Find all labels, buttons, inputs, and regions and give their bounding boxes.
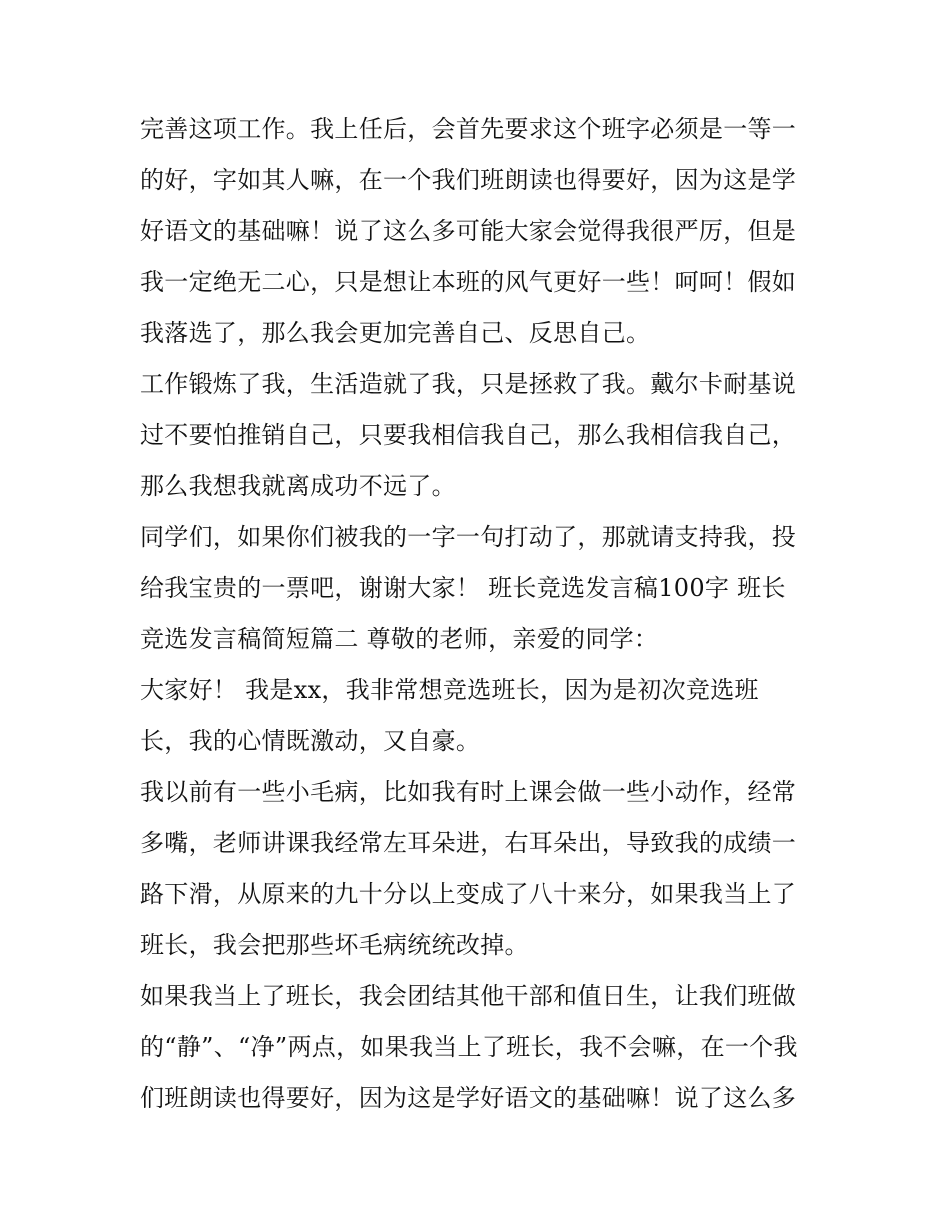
text-line: 们班朗读也得要好，因为这是学好语文的基础嘛！说了这么多 bbox=[140, 1084, 797, 1112]
text-line: 我一定绝无二心，只是想让本班的风气更好一些！呵呵！假如 bbox=[140, 268, 797, 296]
text-line: 给我宝贵的一票吧，谢谢大家！ 班长竞选发言稿100字 班长 bbox=[140, 574, 786, 602]
text-line: 多嘴，老师讲课我经常左耳朵进，右耳朵出，导致我的成绩一 bbox=[140, 829, 797, 857]
text-line: 好语文的基础嘛！说了这么多可能大家会觉得我很严厉，但是 bbox=[140, 217, 797, 245]
document-body bbox=[140, 104, 830, 1124]
text-line: 工作锻炼了我，生活造就了我，只是拯救了我。戴尔卡耐基说 bbox=[140, 370, 797, 398]
text-line: 我落选了，那么我会更加完善自己、反思自己。 bbox=[140, 319, 651, 347]
text-line: 班长，我会把那些坏毛病统统改掉。 bbox=[140, 931, 529, 959]
text-line: 的“静”、“净”两点，如果我当上了班长，我不会嘛，在一个我 bbox=[140, 1033, 798, 1061]
text-line: 我以前有一些小毛病，比如我有时上课会做一些小动作，经常 bbox=[140, 778, 797, 806]
text-line: 竞选发言稿简短篇二 尊敬的老师，亲爱的同学： bbox=[140, 625, 659, 653]
text-line: 同学们，如果你们被我的一字一句打动了，那就请支持我，投 bbox=[140, 523, 797, 551]
text-line: 长，我的心情既激动，又自豪。 bbox=[140, 727, 481, 755]
text-line: 路下滑，从原来的九十分以上变成了八十来分，如果我当上了 bbox=[140, 880, 797, 908]
text-line: 大家好！ 我是xx，我非常想竞选班长，因为是初次竞选班 bbox=[140, 676, 759, 704]
text-line: 如果我当上了班长，我会团结其他干部和值日生，让我们班做 bbox=[140, 982, 797, 1010]
text-line: 那么我想我就离成功不远了。 bbox=[140, 472, 456, 500]
text-line: 完善这项工作。我上任后，会首先要求这个班字必须是一等一 bbox=[140, 115, 797, 143]
text-line: 过不要怕推销自己，只要我相信我自己，那么我相信我自己， bbox=[140, 421, 797, 449]
text-line: 的好，字如其人嘛，在一个我们班朗读也得要好，因为这是学 bbox=[140, 166, 797, 194]
